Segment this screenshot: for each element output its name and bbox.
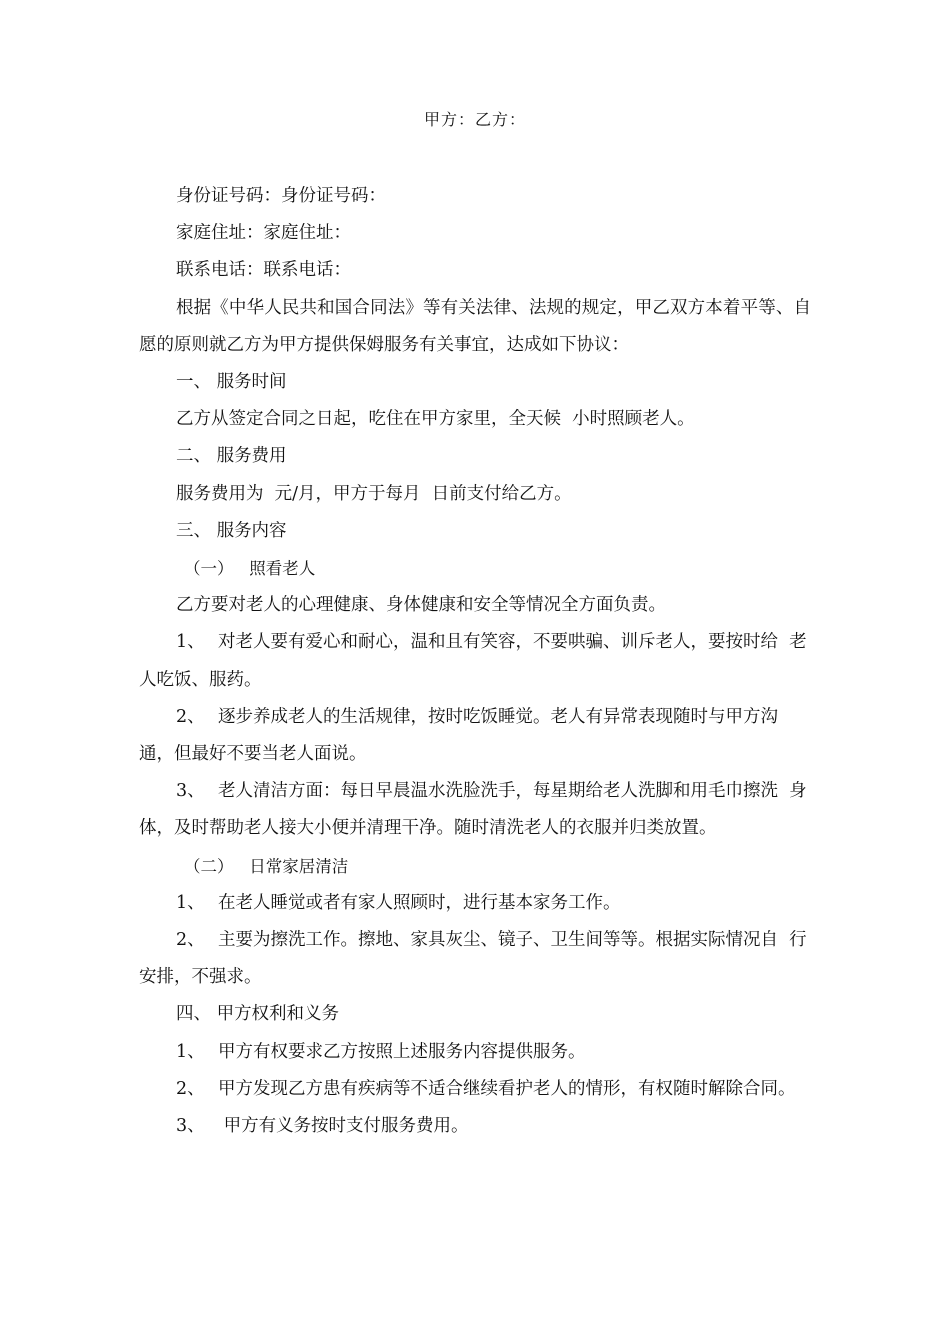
list-item-text: 主要为擦洗工作。擦地、家具灰尘、镜子、卫生间等等。根据实际情况自 行安排，不强求。 — [139, 930, 807, 988]
list-item-number: 1、 — [176, 632, 205, 653]
intro-paragraph: 根据《中华人民共和国合同法》等有关法律、法规的规定，甲乙双方本着平等、自愿的原则就乙方为甲方提供保姆服务有关事宜，达成如下协议： — [139, 297, 811, 355]
list-item-text: 老人清洁方面：每日早晨温水洗脸洗手，每星期给老人洗脚和用毛巾擦洗 身体，及时帮助老人接大小便并清理干净。随时清洗老人的衣服并归类放置。 — [139, 781, 807, 839]
list-item-text: 对老人要有爱心和耐心，温和且有笑容，不要哄骗、训斥老人，要按时给 老人吃饭、服药。 — [139, 632, 807, 690]
list-item — [139, 1071, 811, 1108]
section-2-text: 服务费用为 元/月，甲方于每月 日前支付给乙方。 — [176, 483, 572, 504]
section-1-title: 一、 服务时间 — [176, 372, 287, 393]
list-item-text: 甲方有权要求乙方按照上述服务内容提供服务。 — [218, 1041, 586, 1062]
section-3-sub-1-text: 乙方要对老人的心理健康、身体健康和安全等情况全方面负责。 — [176, 595, 666, 616]
list-item-text: 甲方发现乙方患有疾病等不适合继续看护老人的情形，有权随时解除合同。 — [218, 1078, 796, 1099]
home-address-line: 家庭住址：家庭住址： — [176, 223, 351, 244]
section-3-sub-2-title: （二） 日常家居清洁 — [184, 856, 349, 876]
phone-line: 联系电话：联系电话： — [176, 260, 351, 281]
section-3-title: 三、 服务内容 — [176, 520, 287, 541]
list-item — [139, 885, 811, 922]
list-item-number: 2、 — [176, 930, 205, 951]
id-number-line: 身份证号码：身份证号码： — [176, 186, 386, 206]
list-item-number: 1、 — [176, 892, 205, 913]
section-4-title: 四、 甲方权利和义务 — [176, 1004, 340, 1025]
section-2-title: 二、 服务费用 — [176, 446, 287, 467]
list-item — [139, 922, 811, 996]
list-item-text: 逐步养成老人的生活规律，按时吃饭睡觉。老人有异常表现随时与甲方沟 通，但最好不要当老人面说。 — [139, 706, 790, 765]
list-item-number: 2、 — [176, 706, 205, 727]
list-item-number: 3、 — [176, 781, 205, 802]
list-item — [139, 773, 811, 847]
section-3-sub-1-title: （一） 照看老人 — [184, 559, 316, 579]
list-item — [139, 1034, 811, 1071]
party-header: 甲方：乙方： — [423, 110, 526, 129]
list-item — [139, 699, 811, 773]
list-item-number: 2、 — [176, 1078, 205, 1099]
section-1-text: 乙方从签定合同之日起，吃住在甲方家里，全天候 小时照顾老人。 — [176, 409, 695, 430]
list-item-number: 1、 — [176, 1041, 205, 1062]
list-item — [139, 624, 811, 698]
list-item-number: 3、 — [176, 1116, 205, 1137]
list-item-text: 甲方有义务按时支付服务费用。 — [218, 1116, 469, 1137]
list-item-text: 在老人睡觉或者有家人照顾时，进行基本家务工作。 — [218, 892, 621, 913]
contract-body — [139, 178, 811, 1145]
list-item — [139, 1108, 811, 1145]
